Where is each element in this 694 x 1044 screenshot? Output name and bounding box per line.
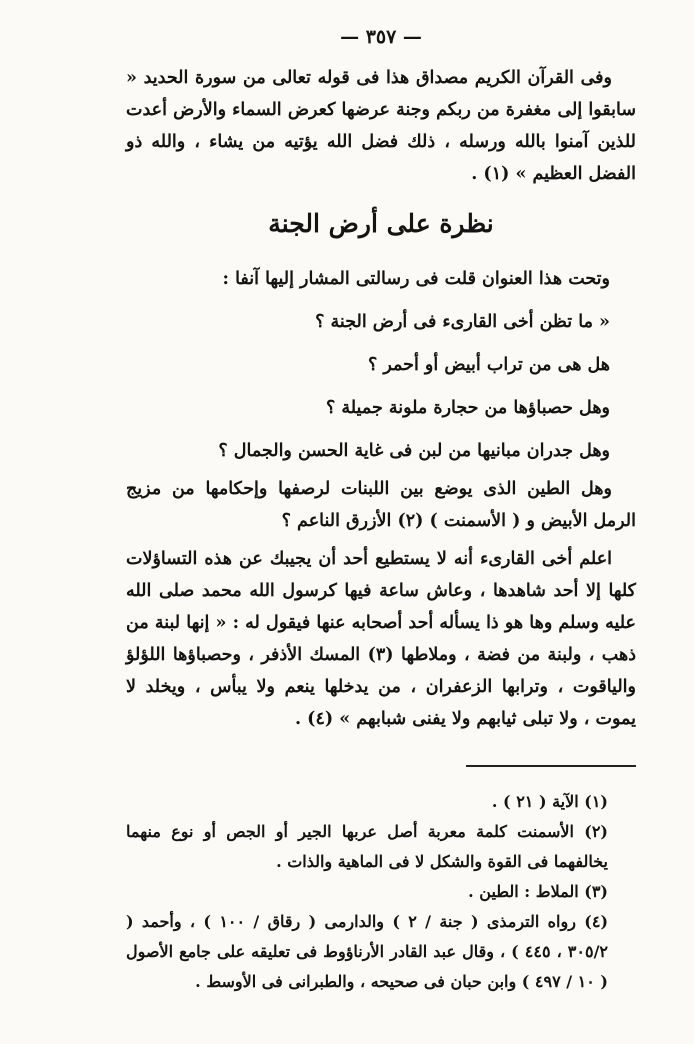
section-title: نظرة على أرض الجنة (268, 209, 494, 238)
footnotes (126, 787, 636, 997)
question-2: هل هى من تراب أبيض أو أحمر ؟ (367, 355, 610, 375)
footnote-4: (٤) رواه الترمذى ( جنة / ٢ ) والدارمى ( رقاق / ١٠٠ ) ، وأحمد ( ٣٠٥/٢ ، ٤٤٥ ) ، وقال عبد القادر الأرناؤوط فى تعليقه على جامع الأصول ( ١٠ / ٤٩٧ ) وابن حبان فى صحيحه ، والطبرانى فى الأوسط . (126, 912, 609, 991)
question-3: وهل حصباؤها من حجارة ملونة جميلة ؟ (325, 398, 610, 418)
question-5: وهل الطين الذى يوضع بين اللبنات لرصفها وإحكامها من مزيج الرمل الأبيض و ( الأسمنت ) (٢) الأزرق الناعم ؟ (126, 479, 636, 531)
page-number: — ٣٥٧ — (340, 26, 422, 48)
questions-lead: وتحت هذا العنوان قلت فى رسالتى المشار إليها آنفا : (222, 269, 610, 289)
intro-paragraph: وفى القرآن الكريم مصداق هذا فى قوله تعالى من سورة الحديد « سابقوا إلى مغفرة من ربكم وجنة عرضها كعرض السماء والأرض أعدت للذين آمنوا بالله ورسله ، ذلك فضل الله يؤتيه من يشاء ، والله ذو الفضل العظيم » (١) . (126, 68, 636, 184)
main-text (126, 62, 636, 735)
footnote-3: (٣) الملاط : الطين . (468, 882, 608, 901)
footnote-separator (466, 765, 636, 767)
answer-paragraph: اعلم أخى القارىء أنه لا يستطيع أحد أن يجيبك عن هذه التساؤلات كلها إلا أحد شاهدها ، وعاش ساعة فيها كرسول الله محمد صلى الله عليه وسلم وها هو ذا يسأله أحد أصحابه عنها فيقول له : « إنها لبنة من ذهب ، ولبنة من فضة ، وملاطها (٣) المسك الأذفر ، وحصباؤها اللؤلؤ والياقوت ، وترابها الزعفران ، من يدخلها ينعم ولا يبأس ، ويخلد لا يموت ، ولا تبلى ثيابهم ولا يفنى شبابهم » (٤) . (126, 549, 636, 729)
question-4: وهل جدران مبانيها من لبن فى غاية الحسن والجمال ؟ (218, 441, 610, 461)
question-1: « ما تظن أخى القارىء فى أرض الجنة ؟ (315, 312, 610, 332)
footnote-1: (١) الآية ( ٢١ ) . (491, 792, 608, 811)
footnote-2: (٢) الأسمنت كلمة معربة أصل عربها الجير أو الجص أو نوع منهما يخالفهما فى القوة والشكل لا فى الماهية والذات . (126, 822, 608, 871)
